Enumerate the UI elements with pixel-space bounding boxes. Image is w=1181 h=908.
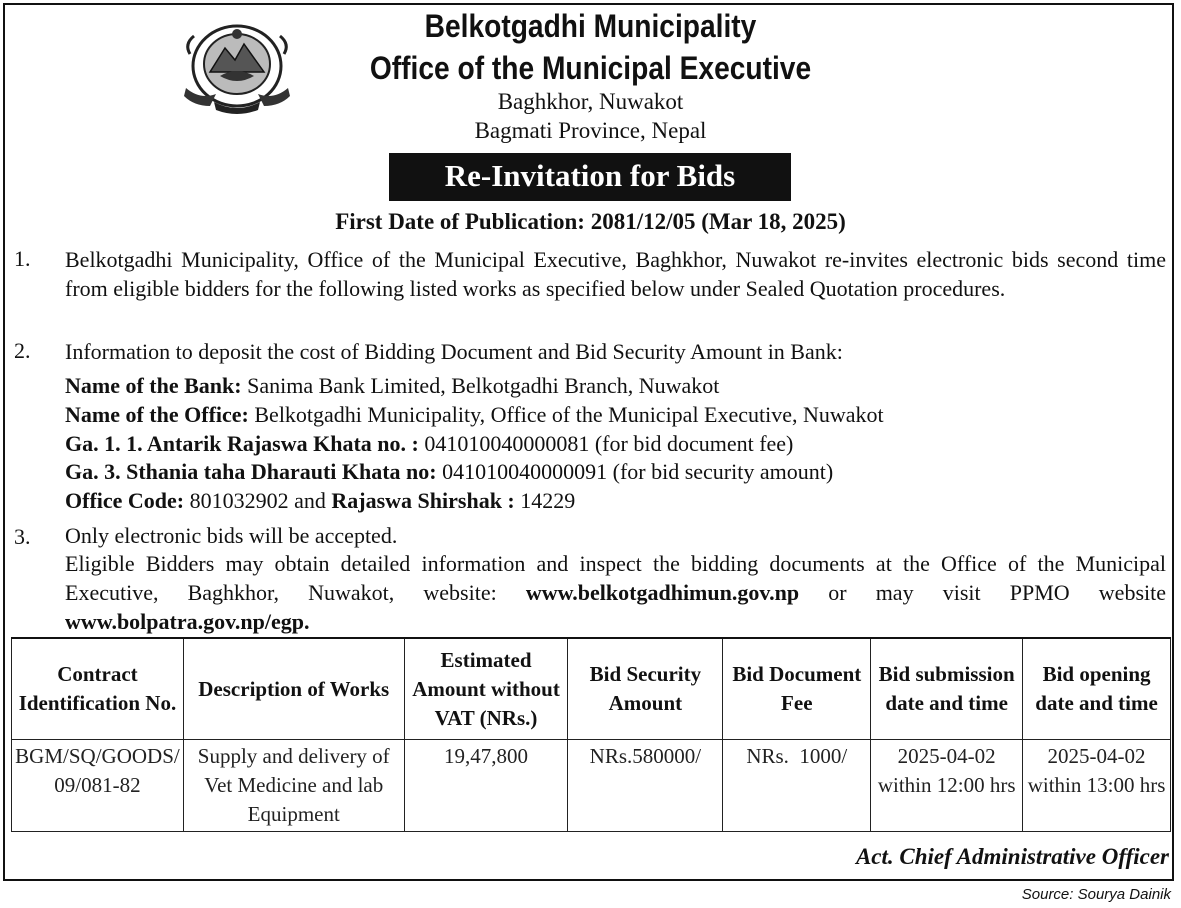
office-code-line [65, 488, 575, 514]
works-table [11, 637, 1171, 832]
office-name: Office of the Municipal Executive [369, 50, 812, 86]
rajaswa-shirshak-label: Rajaswa Shirshak : [331, 488, 515, 513]
cell-description: Supply and delivery of Vet Medicine and lab Equipment [183, 740, 404, 832]
header-contract-id: Contract Identification No. [12, 638, 184, 740]
address-line-1: Baghkhor, Nuwakot [497, 89, 684, 114]
table-row [12, 740, 1171, 832]
bank-name-line [65, 373, 719, 399]
cell-doc-fee: NRs. 1000/ [723, 740, 871, 832]
item-3-text-b [65, 549, 1166, 636]
municipality-website-link[interactable]: www.belkotgadhimun.gov.np [525, 580, 800, 605]
khata-2-line [65, 459, 833, 485]
cell-security: NRs.580000/ [568, 740, 723, 832]
rajaswa-shirshak-value: 14229 [514, 488, 576, 513]
office-name-label: Name of the Office: [65, 402, 249, 427]
address-line-2: Bagmati Province, Nepal [474, 118, 707, 143]
item-3-text-a: Only electronic bids will be accepted. [65, 523, 398, 548]
item-number-3: 3. [14, 524, 31, 549]
table-header-row [12, 638, 1171, 740]
org-name: Belkotgadhi Municipality [424, 8, 757, 44]
item-2-text: Information to deposit the cost of Bidding Document and Bid Security Amount in Bank: [65, 339, 843, 364]
notice-title: Re-Invitation for Bids [389, 153, 791, 201]
header-estimate: Estimated Amount without VAT (NRs.) [404, 638, 568, 740]
khata-2-value: 041010040000091 (for bid security amount) [436, 459, 834, 484]
office-code-label: Office Code: [65, 488, 185, 513]
bank-name-label: Name of the Bank: [65, 373, 242, 398]
item-3-text-b-pre: Eligible Bidders may obtain detailed information and inspect the bidding documents at the Office of the Municipal Executive, Baghkhor, Nuwakot, website: [65, 551, 1166, 605]
item-number-1: 1. [14, 246, 31, 271]
office-code-value: 801032902 and [184, 488, 332, 513]
item-1-text: Belkotgadhi Municipality, Office of the Municipal Executive, Baghkhor, Nuwakot re-invites electronic bids second time from eligible bidders for the following listed works as specified below under Sealed Quotation procedures. [65, 247, 1166, 301]
bank-name-value: Sanima Bank Limited, Belkotgadhi Branch, Nuwakot [241, 373, 720, 398]
khata-1-label: Ga. 1. 1. Antarik Rajaswa Khata no. : [65, 431, 419, 456]
item-number-2: 2. [14, 338, 31, 363]
office-name-line [65, 402, 884, 428]
publication-date: First Date of Publication: 2081/12/05 (Mar 18, 2025) [335, 209, 846, 234]
khata-1-value: 041010040000081 (for bid document fee) [418, 431, 794, 456]
header-security: Bid Security Amount [568, 638, 723, 740]
header-submission: Bid submission date and time [871, 638, 1023, 740]
ppmo-website-link[interactable]: www.bolpatra.gov.np/egp. [65, 609, 310, 634]
source-credit: Source: Sourya Dainik [1021, 886, 1171, 903]
cell-estimate: 19,47,800 [404, 740, 568, 832]
cell-contract-id: BGM/SQ/GOODS/09/081-82 [12, 740, 184, 832]
khata-1-line [65, 431, 793, 457]
cell-opening: 2025-04-02 within 13:00 hrs [1023, 740, 1171, 832]
header-opening: Bid opening date and time [1023, 638, 1171, 740]
item-3-text-b-mid: or may visit PPMO website [799, 580, 1166, 605]
office-name-value: Belkotgadhi Municipality, Office of the Municipal Executive, Nuwakot [248, 402, 884, 427]
header-description: Description of Works [183, 638, 404, 740]
signatory: Act. Chief Administrative Officer [855, 844, 1169, 869]
header-doc-fee: Bid Document Fee [723, 638, 871, 740]
khata-2-label: Ga. 3. Sthania taha Dharauti Khata no: [65, 459, 437, 484]
cell-submission: 2025-04-02 within 12:00 hrs [871, 740, 1023, 832]
